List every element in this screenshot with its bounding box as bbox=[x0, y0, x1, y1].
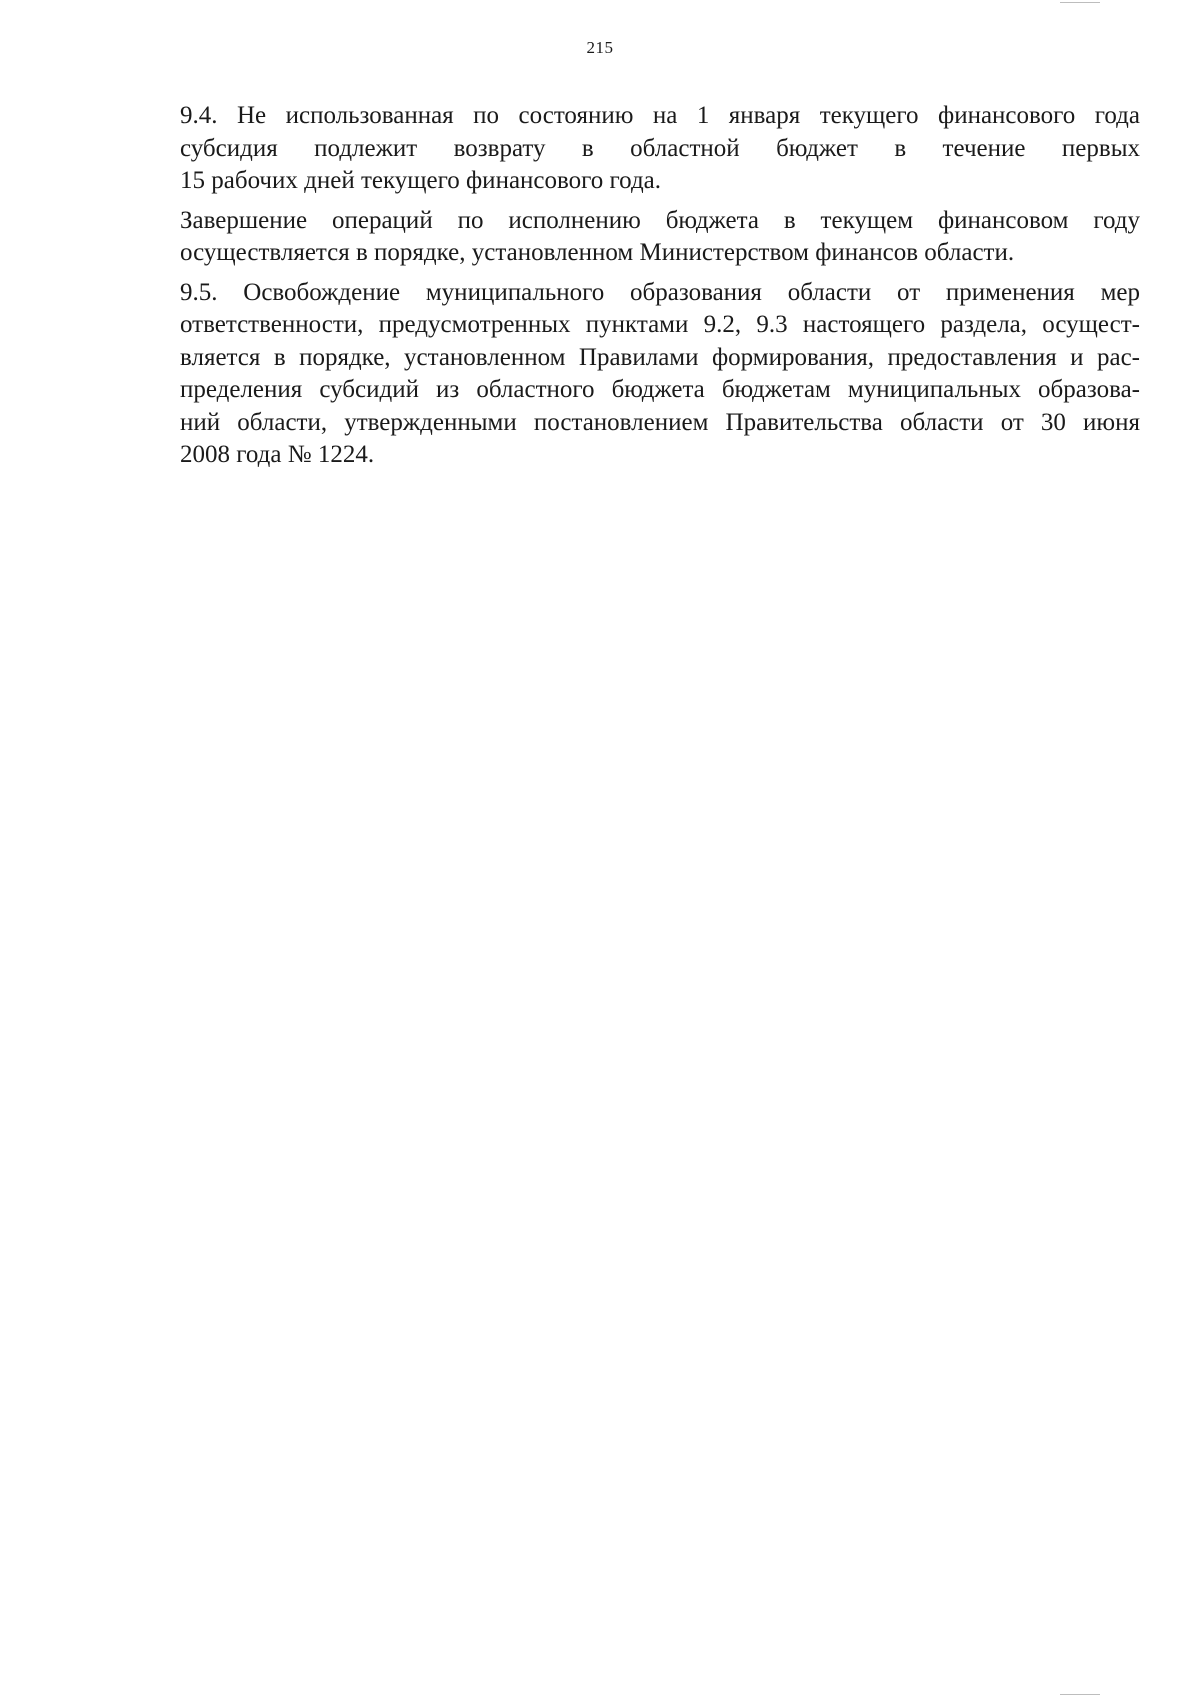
text-line: Завершение операций по исполнению бюджета в текущем финансовом году bbox=[180, 206, 1140, 234]
scan-artifact-top bbox=[1060, 2, 1100, 3]
text-line: 2008 года № 1224. bbox=[180, 441, 375, 468]
document-body bbox=[110, 100, 1140, 479]
text-line: вляется в порядке, установленном Правилами формирования, предоставления и рас- bbox=[180, 343, 1140, 371]
text-line: 9.5. Освобождение муниципального образования области от применения мер bbox=[180, 278, 1140, 306]
page-number: 215 bbox=[586, 38, 614, 57]
text-line: ответственности, предусмотренных пунктами 9.2, 9.3 настоящего раздела, осущест- bbox=[180, 311, 1140, 338]
scan-artifact-bottom bbox=[1060, 1694, 1100, 1695]
text-line: субсидия подлежит возврату в областной бюджет в течение первых bbox=[180, 134, 1140, 162]
text-line: 9.4. Не использованная по состоянию на 1 января текущего финансового года bbox=[180, 102, 1140, 129]
text-line: ний области, утвержденными постановлением Правительства области от 30 июня bbox=[180, 408, 1140, 436]
paragraph-budget-completion bbox=[110, 205, 1140, 270]
paragraph-9-5 bbox=[110, 277, 1140, 472]
text-line: осуществляется в порядке, установленном Министерством финансов области. bbox=[180, 239, 1015, 266]
text-line: 15 рабочих дней текущего финансового года. bbox=[180, 167, 662, 194]
paragraph-9-4 bbox=[110, 100, 1140, 198]
text-line: пределения субсидий из областного бюджета бюджетам муниципальных образова- bbox=[180, 376, 1140, 403]
